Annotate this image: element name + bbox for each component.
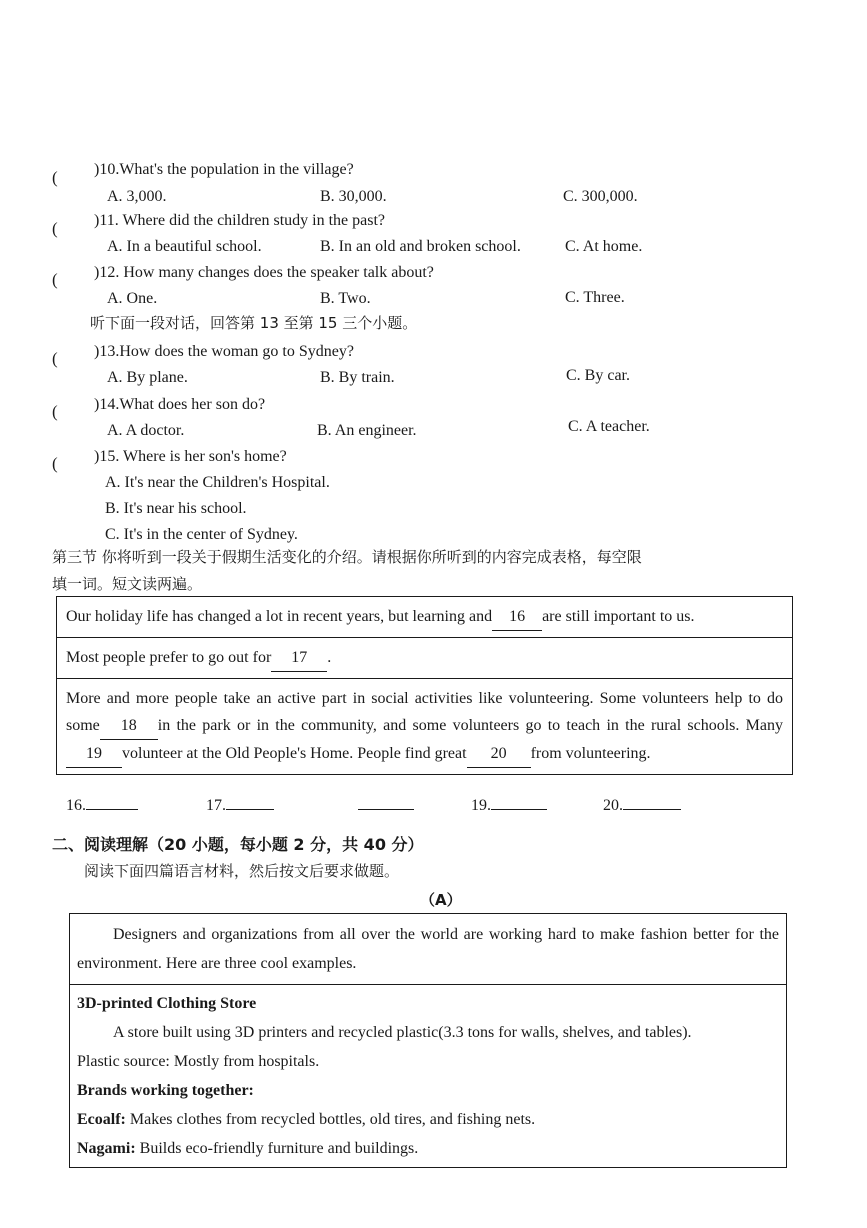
question-11-stem: )11. Where did the children study in the past? [94, 212, 386, 229]
part-2-heading: 二、阅读理解（20 小题，每小题 2 分，共 40 分） [52, 835, 424, 854]
answer-blank-18[interactable] [358, 809, 414, 810]
q14-option-c: C. A teacher. [568, 418, 650, 435]
part-2-instruction: 阅读下面四篇语言材料，然后按文后要求做题。 [84, 862, 400, 880]
table-row2-text-a: Most people prefer to go out for [66, 649, 272, 666]
ecoalf-line [77, 1105, 779, 1134]
passage-a-details [70, 985, 786, 1167]
answer-paren-q14[interactable]: ( [52, 402, 58, 421]
question-10-stem: )10.What's the population in the village? [94, 161, 354, 178]
table-row-3 [57, 679, 792, 774]
answer-label-20: 20. [603, 797, 623, 814]
question-12-stem: )12. How many changes does the speaker talk about? [94, 264, 434, 281]
answer-label-17: 17. [206, 797, 226, 814]
q13-option-a: A. By plane. [107, 369, 188, 386]
ecoalf-text: Makes clothes from recycled bottles, old tires, and fishing nets. [125, 1111, 536, 1128]
table-row1-text-b: are still important to us. [542, 608, 695, 625]
blank-19[interactable]: 19 [66, 740, 122, 768]
table-row3-text-c: volunteer at the Old People's Home. People find great [122, 745, 467, 762]
q14-option-b: B. An engineer. [317, 422, 417, 439]
answer-paren-q10[interactable]: ( [52, 168, 58, 187]
q13-option-c: C. By car. [566, 367, 630, 384]
answer-blank-16[interactable] [86, 809, 138, 810]
passage-a-intro: Designers and organizations from all over the world are working hard to make fashion better for the environment. Here are three cool examples. [70, 914, 786, 985]
q10-option-b: B. 30,000. [320, 188, 387, 205]
question-13-stem: )13.How does the woman go to Sydney? [94, 343, 354, 360]
answer-paren-q15[interactable]: ( [52, 454, 58, 473]
store-text: A store built using 3D printers and recycled plastic(3.3 tons for walls, shelves, and tables). [113, 1024, 692, 1041]
table-row-1 [57, 597, 792, 638]
q12-option-b: B. Two. [320, 290, 371, 307]
q14-option-a: A. A doctor. [107, 422, 185, 439]
answer-slot-20[interactable] [603, 796, 681, 815]
q12-option-c: C. Three. [565, 289, 625, 306]
q11-option-b: B. In an old and broken school. [320, 238, 521, 255]
nagami-text: Builds eco-friendly furniture and buildings. [135, 1140, 419, 1157]
table-row1-text-a: Our holiday life has changed a lot in recent years, but learning and [66, 608, 493, 625]
table-row3-text-d: from volunteering. [530, 745, 651, 762]
passage-a-label: （A） [420, 891, 462, 909]
brands-title: Brands working together: [77, 1082, 254, 1099]
answer-slot-18[interactable] [358, 796, 414, 815]
answer-paren-q11[interactable]: ( [52, 219, 58, 238]
table-row2-text-b: . [327, 649, 332, 666]
answer-blank-19[interactable] [491, 809, 547, 810]
answer-label-16: 16. [66, 797, 86, 814]
blank-16[interactable]: 16 [492, 603, 542, 631]
listening-table [56, 596, 793, 775]
blank-17[interactable]: 17 [271, 644, 327, 672]
q15-option-c: C. It's in the center of Sydney. [105, 526, 298, 543]
q15-option-b: B. It's near his school. [105, 500, 247, 517]
answer-label-19: 19. [471, 797, 491, 814]
blank-18[interactable]: 18 [100, 712, 158, 740]
instruction-13-15: 听下面一段对话，回答第 13 至第 15 三个小题。 [90, 314, 418, 332]
q11-option-a: A. In a beautiful school. [107, 238, 262, 255]
q10-option-a: A. 3,000. [107, 188, 167, 205]
nagami-line [77, 1134, 779, 1163]
table-row-2 [57, 638, 792, 679]
blank-20[interactable]: 20 [467, 740, 531, 768]
nagami-name: Nagami: [77, 1140, 136, 1157]
q12-option-a: A. One. [107, 290, 158, 307]
answer-blank-17[interactable] [226, 809, 274, 810]
table-row3-text-b: in the park or in the community, and some volunteers go to teach in the rural schools. Many [157, 717, 783, 734]
passage-a-box [69, 913, 787, 1168]
store-title: 3D-printed Clothing Store [77, 995, 257, 1012]
q11-option-c: C. At home. [565, 238, 643, 255]
q10-option-c: C. 300,000. [563, 188, 638, 205]
answer-blank-20[interactable] [623, 809, 681, 810]
section-3-instruction-line1: 第三节 你将听到一段关于假期生活变化的介绍。请根据你所听到的内容完成表格，每空限 [52, 548, 642, 566]
section-3-instruction-line2: 填一词。短文读两遍。 [52, 575, 203, 593]
answer-paren-q13[interactable]: ( [52, 349, 58, 368]
q15-option-a: A. It's near the Children's Hospital. [105, 474, 330, 491]
answer-paren-q12[interactable]: ( [52, 270, 58, 289]
q13-option-b: B. By train. [320, 369, 395, 386]
answer-slot-17[interactable] [206, 796, 274, 815]
ecoalf-name: Ecoalf: [77, 1111, 126, 1128]
answer-slot-19[interactable] [471, 796, 547, 815]
question-15-stem: )15. Where is her son's home? [94, 448, 287, 465]
table-row3-text-a: More and more people take an active part in social activities like volunteering. Some volunteers help to do some [66, 690, 783, 734]
answer-slot-16[interactable] [66, 796, 138, 815]
plastic-source: Plastic source: Mostly from hospitals. [77, 1053, 320, 1070]
question-14-stem: )14.What does her son do? [94, 396, 266, 413]
